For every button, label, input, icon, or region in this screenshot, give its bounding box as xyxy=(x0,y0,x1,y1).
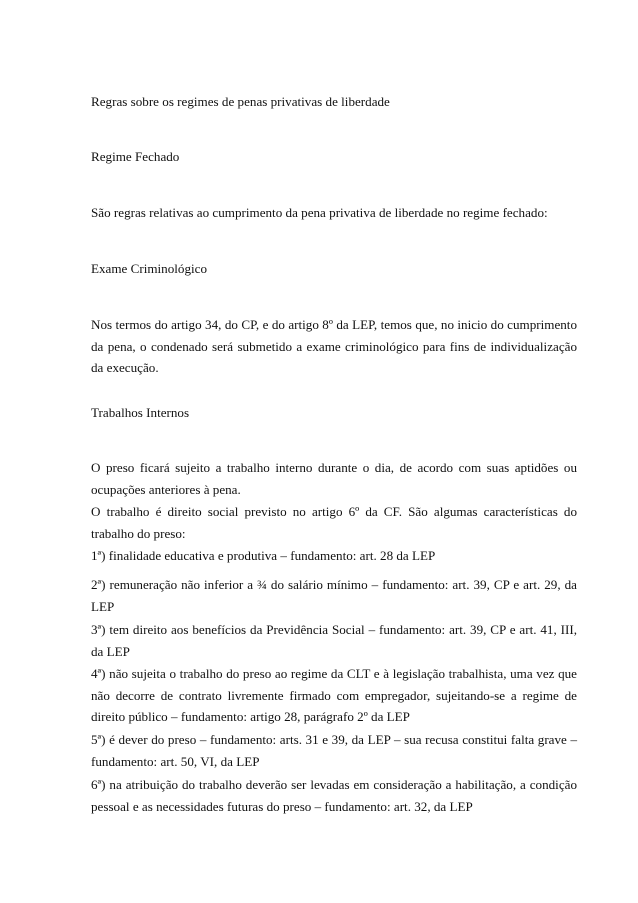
trabalho-paragraph-2: O trabalho é direito social previsto no artigo 6º da CF. São algumas características do trabalho do preso: xyxy=(91,504,577,541)
section-heading-exame-criminologico: Exame Criminológico xyxy=(91,261,208,276)
document-title: Regras sobre os regimes de penas privativas de liberdade xyxy=(91,94,390,109)
section-heading-regime-fechado: Regime Fechado xyxy=(91,149,180,164)
list-item: 2ª) remuneração não inferior a ¾ do salário mínimo – fundamento: art. 39, CP e art. 29, da LEP xyxy=(91,577,577,614)
list-item: 5ª) é dever do preso – fundamento: arts. 31 e 39, da LEP – sua recusa constitui falta grave – fundamento: art. 50, VI, da LEP xyxy=(91,732,577,769)
list-item: 4ª) não sujeita o trabalho do preso ao regime da CLT e à legislação trabalhista, uma vez que não decorre de contrato livremente firmado com empregador, sujeitando-se a regime de direito público – fundamento: artigo 28, parágrafo 2º da LEP xyxy=(91,666,577,724)
list-item: 3ª) tem direito aos benefícios da Previdência Social – fundamento: art. 39, CP e art. 41, III, da LEP xyxy=(91,622,577,659)
trabalho-paragraph-1: O preso ficará sujeito a trabalho interno durante o dia, de acordo com suas aptidões ou ocupações anteriores à pena. xyxy=(91,460,577,497)
list-item: 6ª) na atribuição do trabalho deverão ser levadas em consideração a habilitação, a condição pessoal e as necessidades futuras do preso – fundamento: art. 32, da LEP xyxy=(91,777,577,814)
section-heading-trabalhos-internos: Trabalhos Internos xyxy=(91,405,190,420)
intro-paragraph: São regras relativas ao cumprimento da pena privativa de liberdade no regime fechado: xyxy=(91,205,548,220)
list-item: 1ª) finalidade educativa e produtiva – fundamento: art. 28 da LEP xyxy=(91,548,436,563)
exame-paragraph: Nos termos do artigo 34, do CP, e do artigo 8º da LEP, temos que, no inicio do cumprimento da pena, o condenado será submetido a exame criminológico para fins de individualização da execução. xyxy=(91,317,577,375)
